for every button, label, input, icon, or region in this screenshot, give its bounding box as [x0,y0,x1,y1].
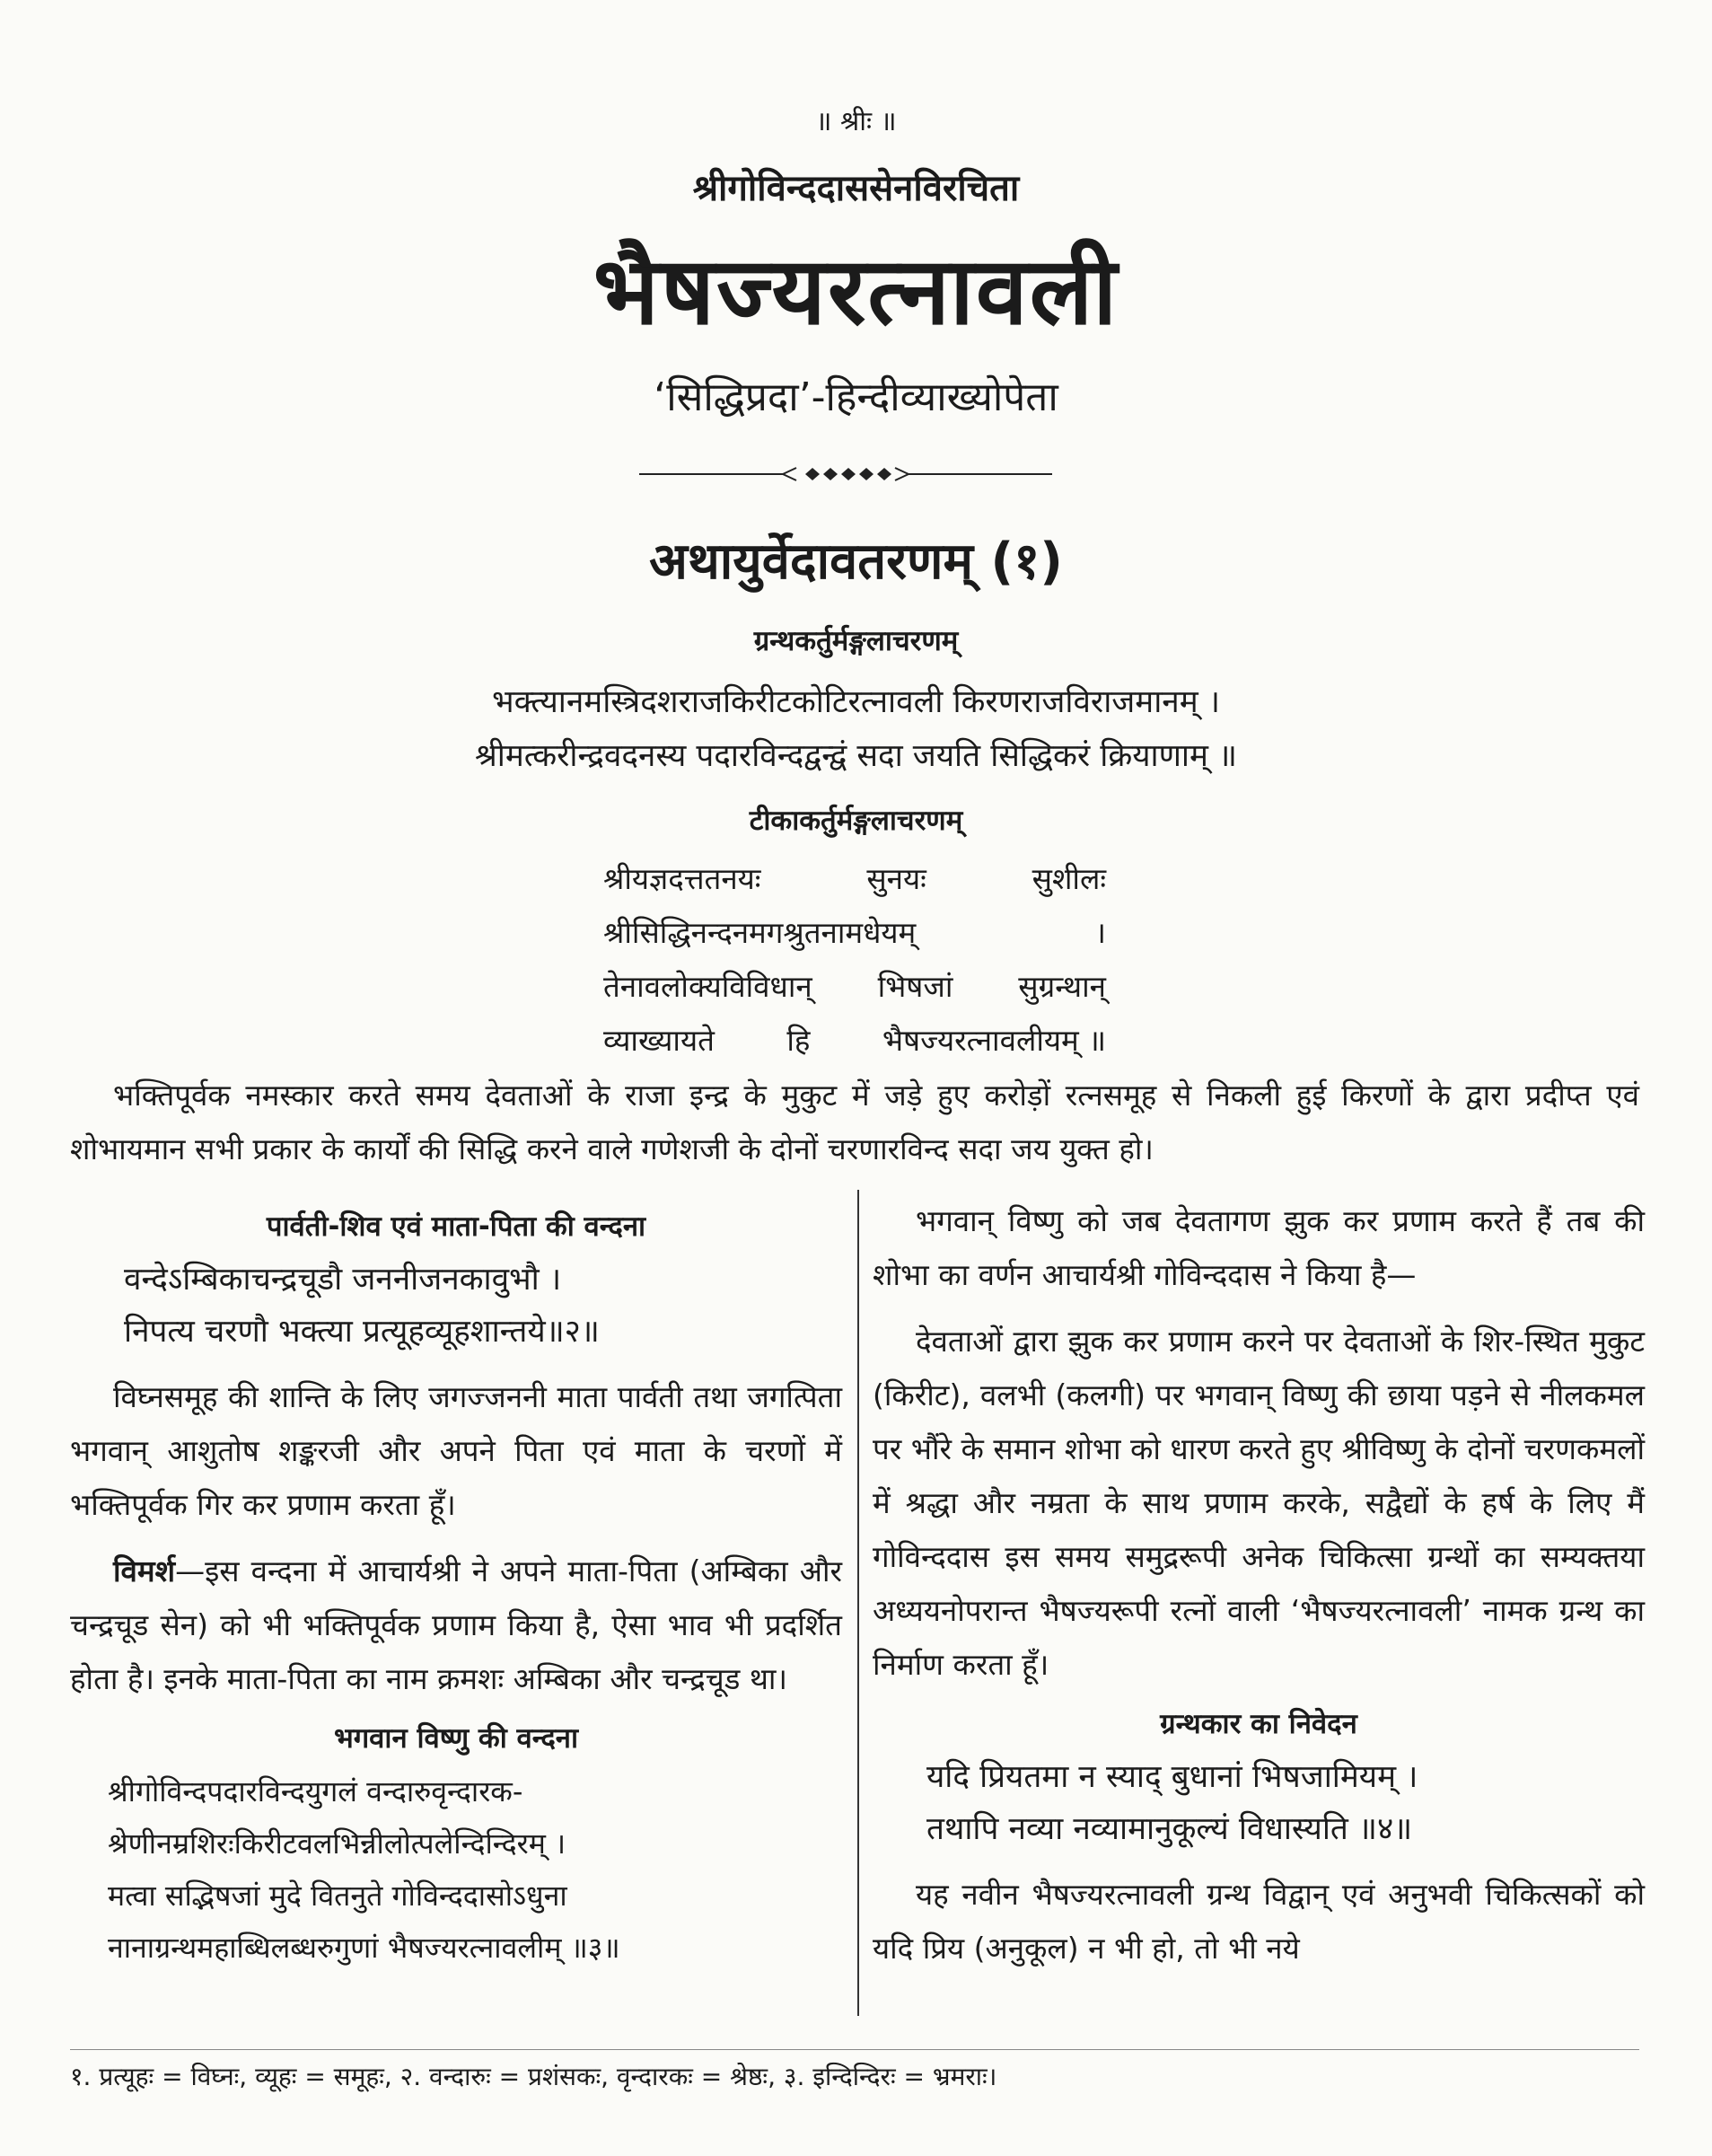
tika-word: तेनावलोक्यविविधान् [603,969,812,1004]
verse-2-line: वन्देऽम्बिकाचन्द्रचूडौ जननीजनकावुभौ । [124,1262,562,1298]
granthakar-nivedan-heading: ग्रन्थकार का निवेदन [1160,1708,1357,1740]
right-column [873,1194,1645,1988]
book-title: भैषज्यरत्नावली [593,236,1119,346]
vishnu-heading: भगवान विष्णु की वन्दना [333,1722,579,1755]
tika-verse-line [603,1019,1106,1060]
tika-verse-line [603,858,1106,898]
tika-word: हि [786,1023,811,1058]
verse-4-translation: यह नवीन भैषज्यरत्नावली ग्रन्थ विद्वान् एवं अनुभवी चिकित्सकों को यदि प्रिय (अनुकूल) न भी हो, तो भी नये [873,1877,1645,1966]
vimarsha-paragraph [70,1544,842,1706]
mangala-verse-line: श्रीमत्करीन्द्रवदनस्य पदारविन्दद्वन्द्वं सदा जयति सिद्धिकरं क्रियाणाम् ॥ [475,738,1237,774]
tika-word: सुशीलः [1032,861,1106,896]
tika-word: । [1094,915,1106,950]
tika-word: भिषजां [877,969,953,1004]
vimarsha-label: विमर्श [113,1553,176,1588]
vimarsha-text: —इस वन्दना में आचार्यश्री ने अपने माता-पिता (अम्बिका और चन्द्रचूड सेन) को भी भक्तिपूर्वक प्रणाम किया है, ऐसा भाव भी प्रदर्शित होता है। इनके माता-पिता का नाम क्रमशः अम्बिका और चन्द्रचूड था। [70,1553,842,1696]
parvati-shiva-heading: पार्वती-शिव एवं माता-पिता की वन्दना [266,1210,646,1243]
tika-word: व्याख्यायते [603,1023,715,1058]
mangala-verse-line: भक्त्यानमस्त्रिदशराजकिरीटकोटिरत्नावली किरणराजविराजमानम् । [491,684,1221,720]
verse-4-line: तथापि नव्या नव्यामानुकूल्यं विधास्यति ॥४॥ [926,1811,1413,1847]
tikakartu-heading: टीकाकर्तुर्मङ्गलाचरणम् [749,805,963,837]
column-divider [857,1190,859,2016]
footnotes: १. प्रत्यूहः = विघ्नः, व्यूहः = समूहः, २. वन्दारुः = प्रशंसकः, वृन्दारकः = श्रेष्ठः, ३. इन्दिन्दिरः = भ्रमराः। [70,2062,997,2091]
ornament-divider [639,456,1052,492]
left-column [70,1201,842,1986]
verse-3-line: श्रीगोविन्दपदारविन्दयुगलं वन्दारुवृन्दारक- [108,1774,523,1808]
verse-3-line: नानाग्रन्थमहाब्धिलब्धरुगुणां भैषज्यरत्नावलीम् ॥३॥ [108,1931,620,1965]
tika-word: सुग्रन्थान् [1018,969,1106,1004]
verse-2-translation: विघ्नसमूह की शान्ति के लिए जगज्जननी माता पार्वती तथा जगत्पिता भगवान् आशुतोष शङ्करजी और अपने पिता एवं माता के चरणों में भक्तिपूर्वक गिर कर प्रणाम करता हूँ। [70,1379,842,1522]
tika-verse-line [603,965,1106,1006]
intro-paragraph: भक्तिपूर्वक नमस्कार करते समय देवताओं के राजा इन्द्र के मुकुट में जड़े हुए करोड़ों रत्नसमूह से निकली हुई किरणों के द्वारा प्रदीप्त एवं शोभायमान सभी प्रकार के कार्यों की सिद्धि करने वाले गणेशजी के दोनों चरणारविन्द सदा जय युक्त हो। [70,1078,1639,1166]
tika-word: भैषज्यरत्नावलीयम् ॥ [882,1023,1106,1058]
granthakartu-heading: ग्रन्थकर्तुर्मङ्गलाचरणम् [753,625,959,657]
tika-verse-line [603,911,1106,952]
tika-word: श्रीयज्ञदत्ततनयः [603,861,761,896]
verse-2-line: निपत्य चरणौ भक्त्या प्रत्यूहव्यूहशान्तये॥२॥ [124,1314,600,1350]
verse-3-line: श्रेणीनम्रशिरःकिरीटवलभिन्नीलोत्पलेन्दिन्दिरम् । [108,1826,566,1861]
verse-4-line: यदि प्रियतमा न स्याद् बुधानां भिषजामियम् । [926,1759,1418,1795]
author-line: श्रीगोविन्ददाससेनविरचिता [692,168,1020,209]
invocation: ॥ श्रीः ॥ [815,106,897,137]
tika-word: श्रीसिद्धिनन्दनमगश्रुतनामधेयम् [603,915,917,950]
footnote-rule [70,2049,1639,2050]
chapter-title: अथायुर्वेदावतरणम् (१) [649,532,1063,591]
book-subtitle: ‘सिद्धिप्रदा’-हिन्दीव्याख्योपेता [654,374,1058,420]
verse-3-translation: देवताओं द्वारा झुक कर प्रणाम करने पर देवताओं के शिर-स्थित मुकुट (किरीट), वलभी (कलगी) पर भगवान् विष्णु की छाया पड़ने से नीलकमल पर भौंरे के समान शोभा को धारण करते हुए श्रीविष्णु के दोनों चरणकमलों में श्रद्धा और नम्रता के साथ प्रणाम करके, सद्वैद्यों के हर्ष के लिए मैं गोविन्ददास इस समय समुद्ररूपी अनेक चिकित्सा ग्रन्थों का सम्यक्तया अध्ययनोपरान्त भैषज्यरूपी रत्नों वाली ‘भैषज्यरत्नावली’ नामक ग्रन्थ का निर्माण करता हूँ। [873,1324,1645,1682]
tika-word: सुनयः [866,861,926,896]
verse-3-line: मत्वा सद्भिषजां मुदे वितनुते गोविन्ददासोऽधुना [108,1879,567,1913]
vishnu-intro-paragraph: भगवान् विष्णु को जब देवतागण झुक कर प्रणाम करते हैं तब की शोभा का वर्णन आचार्यश्री गोविन्ददास ने किया है— [873,1203,1645,1292]
